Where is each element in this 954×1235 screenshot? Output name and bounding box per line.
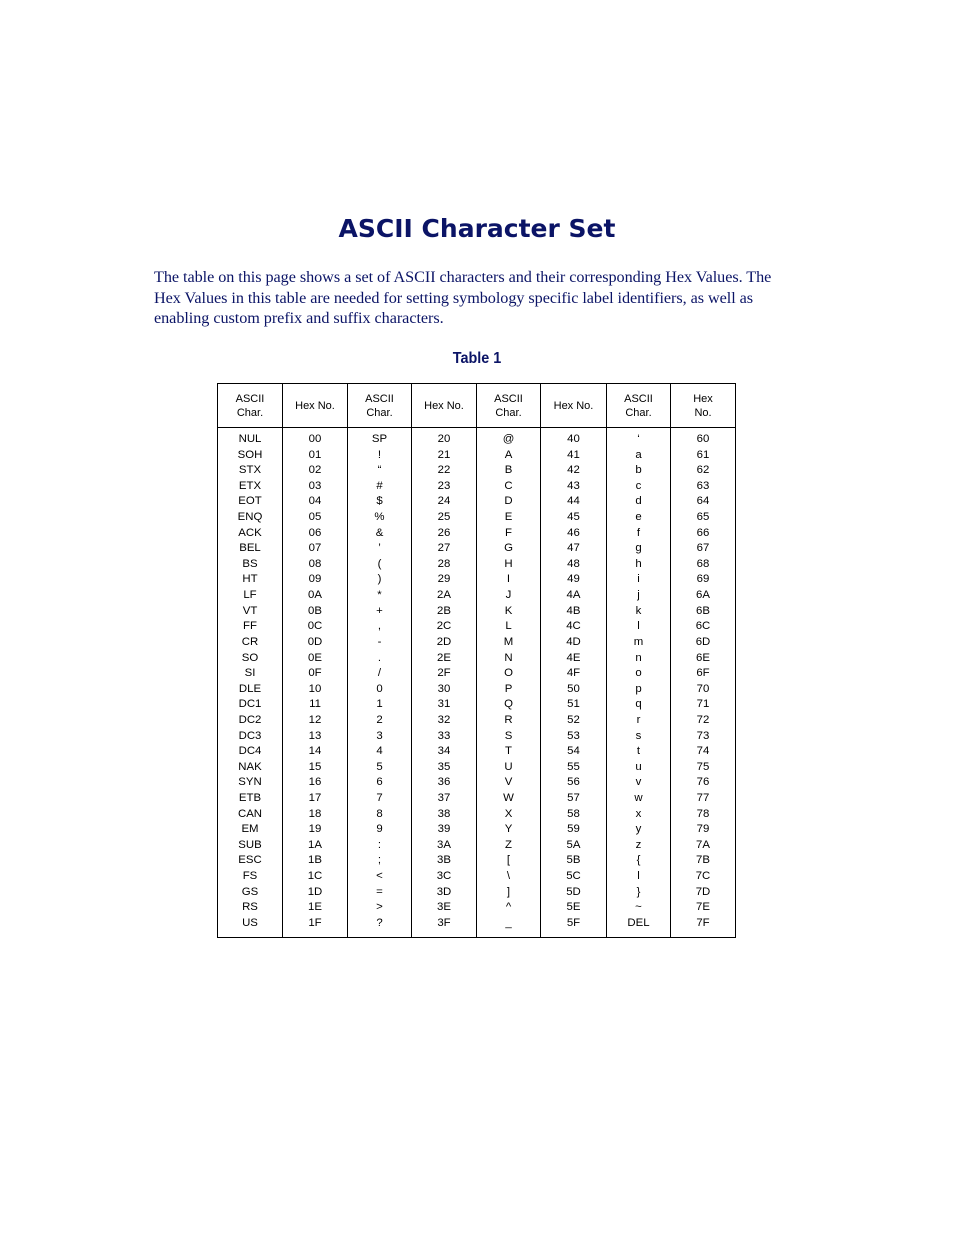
table-cell: 0E bbox=[308, 651, 322, 664]
table-cell: ~ bbox=[635, 901, 642, 914]
table-cell: 1C bbox=[307, 870, 323, 883]
table-cell: 5F bbox=[566, 916, 581, 929]
page-title: ASCII Character Set bbox=[338, 214, 616, 243]
table-cell: 30 bbox=[437, 682, 451, 695]
table-cell: 09 bbox=[308, 573, 322, 586]
table-cell: 6 bbox=[376, 776, 383, 789]
table-cell: 3D bbox=[436, 885, 452, 898]
table-cell: O bbox=[504, 667, 513, 680]
table-cell: DC1 bbox=[238, 698, 262, 711]
table-cell: 7F bbox=[696, 916, 710, 929]
table-cell: 0D bbox=[307, 635, 323, 648]
table-cell: 16 bbox=[308, 776, 322, 789]
table-cell: v bbox=[635, 776, 642, 789]
table-cell: 4B bbox=[566, 604, 581, 617]
table-cell: 1A bbox=[308, 838, 322, 851]
table-cell: 54 bbox=[567, 745, 580, 758]
table-cell: 69 bbox=[696, 573, 710, 586]
table-cell: + bbox=[376, 604, 383, 617]
table-cell: 56 bbox=[567, 776, 580, 789]
table-cell: e bbox=[635, 511, 642, 524]
table-cell: 38 bbox=[437, 807, 451, 820]
table-cell: 6B bbox=[696, 604, 710, 617]
table-cell: 57 bbox=[567, 792, 580, 805]
table-cell: - bbox=[377, 635, 382, 648]
table-cell: T bbox=[505, 745, 512, 758]
table-cell: L bbox=[505, 620, 512, 633]
table-cell: 75 bbox=[696, 760, 710, 773]
table-cell: 12 bbox=[308, 713, 322, 726]
table-cell: d bbox=[635, 495, 642, 508]
table-cell: / bbox=[377, 667, 382, 680]
table-cell: 06 bbox=[308, 526, 322, 539]
table-cell: V bbox=[504, 776, 513, 789]
table-cell: P bbox=[504, 682, 513, 695]
table-cell: ETX bbox=[238, 479, 262, 492]
column-header: ASCII Char. bbox=[477, 384, 541, 428]
table-cell: 3E bbox=[437, 901, 451, 914]
table-cell: 49 bbox=[567, 573, 580, 586]
column-header: ASCII Char. bbox=[348, 384, 412, 428]
table-cell: HT bbox=[242, 573, 258, 586]
table-cell: ^ bbox=[505, 901, 512, 914]
table-cell: EM bbox=[241, 823, 259, 836]
table-cell: 6F bbox=[696, 667, 710, 680]
table-cell: 46 bbox=[567, 526, 580, 539]
table-cell: } bbox=[636, 885, 641, 898]
table-cell: 43 bbox=[567, 479, 580, 492]
table-cell: 1B bbox=[308, 854, 322, 867]
table-cell: STX bbox=[238, 464, 262, 477]
table-cell: 78 bbox=[696, 807, 710, 820]
table-cell: 2C bbox=[436, 620, 452, 633]
table-cell: 2F bbox=[437, 667, 451, 680]
table-cell: 29 bbox=[437, 573, 451, 586]
table-cell: 5 bbox=[376, 760, 383, 773]
table-cell: NAK bbox=[238, 760, 262, 773]
table-cell: 58 bbox=[567, 807, 580, 820]
table-cell: 21 bbox=[437, 448, 451, 461]
table-cell: DEL bbox=[627, 916, 650, 929]
table-cell: 13 bbox=[308, 729, 322, 742]
table-cell: J bbox=[505, 589, 512, 602]
table-cell: 7B bbox=[696, 854, 710, 867]
table-cell: 79 bbox=[696, 823, 710, 836]
table-cell: ? bbox=[376, 916, 383, 929]
table-cell: SUB bbox=[238, 838, 262, 851]
table-cell: SO bbox=[241, 651, 259, 664]
table-cell: M bbox=[503, 635, 514, 648]
table-column bbox=[283, 428, 348, 937]
column-header: Hex No. bbox=[412, 384, 477, 428]
table-cell: 65 bbox=[696, 511, 710, 524]
table-cell: : bbox=[377, 838, 382, 851]
table-cell: i bbox=[637, 573, 640, 586]
table-column bbox=[218, 428, 283, 937]
table-cell: ‘ bbox=[637, 433, 640, 445]
table-cell: B bbox=[504, 464, 513, 477]
column-header: Hex No. bbox=[283, 384, 348, 428]
table-cell: 4 bbox=[376, 745, 383, 758]
table-cell: 0A bbox=[308, 589, 322, 602]
table-cell: 37 bbox=[437, 792, 451, 805]
table-cell: 3A bbox=[437, 838, 451, 851]
table-cell: a bbox=[635, 448, 642, 461]
table-cell: 76 bbox=[696, 776, 710, 789]
table-cell: 68 bbox=[696, 557, 710, 570]
table-cell: @ bbox=[502, 433, 515, 445]
table-cell: ) bbox=[377, 573, 382, 586]
table-cell: Z bbox=[505, 838, 512, 851]
table-cell: 00 bbox=[308, 433, 322, 445]
table-cell: FS bbox=[242, 870, 258, 883]
table-cell: 67 bbox=[696, 542, 710, 555]
table-cell: 4D bbox=[566, 635, 581, 648]
table-cell: “ bbox=[377, 464, 382, 477]
table-cell: 2E bbox=[437, 651, 451, 664]
table-cell: 25 bbox=[437, 511, 451, 524]
table-cell: f bbox=[636, 526, 641, 539]
table-cell: 7 bbox=[376, 792, 383, 805]
table-cell: GS bbox=[241, 885, 259, 898]
table-cell: 48 bbox=[567, 557, 580, 570]
table-cell: ACK bbox=[238, 526, 262, 539]
table-cell: c bbox=[635, 479, 642, 492]
table-cell: 1D bbox=[307, 885, 323, 898]
table-cell: > bbox=[376, 901, 383, 914]
table-cell: DC2 bbox=[238, 713, 262, 726]
table-cell: 02 bbox=[308, 464, 322, 477]
table-cell: g bbox=[635, 542, 642, 555]
table-cell: US bbox=[242, 916, 258, 929]
table-cell: 22 bbox=[437, 464, 451, 477]
table-cell: CAN bbox=[237, 807, 263, 820]
table-column bbox=[671, 428, 735, 937]
table-cell: G bbox=[504, 542, 513, 555]
table-cell: 45 bbox=[567, 511, 580, 524]
table-column bbox=[477, 428, 541, 937]
table-cell: 1E bbox=[308, 901, 322, 914]
table-cell: % bbox=[374, 511, 385, 524]
table-cell: 1 bbox=[376, 698, 383, 711]
table-cell: 59 bbox=[567, 823, 580, 836]
table-column bbox=[607, 428, 671, 937]
table-cell: 41 bbox=[567, 448, 580, 461]
table-cell: Y bbox=[504, 823, 513, 836]
table-cell: 27 bbox=[437, 542, 451, 555]
table-cell: F bbox=[505, 526, 512, 539]
table-cell: k bbox=[635, 604, 642, 617]
table-cell: D bbox=[504, 495, 513, 508]
table-cell: 34 bbox=[437, 745, 451, 758]
table-cell: DC3 bbox=[238, 729, 262, 742]
table-cell: 3F bbox=[437, 916, 451, 929]
table-cell: 10 bbox=[308, 682, 322, 695]
table-cell: 17 bbox=[308, 792, 322, 805]
table-cell: 6C bbox=[695, 620, 711, 633]
table-cell: 77 bbox=[696, 792, 710, 805]
table-cell: 51 bbox=[567, 698, 580, 711]
table-cell: 20 bbox=[437, 433, 451, 445]
table-cell: o bbox=[635, 667, 642, 680]
table-cell: I bbox=[506, 573, 511, 586]
column-header: Hex No. bbox=[671, 384, 735, 428]
table-column bbox=[348, 428, 412, 937]
table-cell: Q bbox=[504, 698, 513, 711]
table-cell: 28 bbox=[437, 557, 451, 570]
table-cell: \ bbox=[506, 870, 511, 883]
table-cell: 5A bbox=[566, 838, 581, 851]
table-cell: 73 bbox=[696, 729, 710, 742]
table-cell: 63 bbox=[696, 479, 710, 492]
table-cell: ETB bbox=[238, 792, 262, 805]
table-cell: 4E bbox=[566, 651, 581, 664]
table-caption: Table 1 bbox=[452, 350, 502, 367]
table-cell: 7C bbox=[695, 870, 711, 883]
table-cell: 7E bbox=[696, 901, 710, 914]
table-cell: 61 bbox=[696, 448, 710, 461]
table-cell: 31 bbox=[437, 698, 451, 711]
table-cell: 64 bbox=[696, 495, 710, 508]
table-column bbox=[541, 428, 607, 937]
intro-line: Hex Values in this table are needed for setting symbology specific label identifiers, as well as bbox=[154, 288, 754, 307]
table-cell: _ bbox=[505, 916, 512, 929]
table-cell: < bbox=[376, 870, 383, 883]
table-cell: 44 bbox=[567, 495, 580, 508]
table-cell: ESC bbox=[238, 854, 262, 867]
table-cell: H bbox=[504, 557, 513, 570]
table-cell: A bbox=[504, 448, 513, 461]
table-cell: * bbox=[377, 589, 382, 602]
table-cell: w bbox=[634, 792, 643, 805]
table-cell: = bbox=[376, 885, 383, 898]
table-cell: 26 bbox=[437, 526, 451, 539]
table-cell: 0C bbox=[307, 620, 323, 633]
table-cell: VT bbox=[242, 604, 258, 617]
table-cell: ’ bbox=[378, 542, 381, 555]
table-cell: 66 bbox=[696, 526, 710, 539]
table-cell: s bbox=[635, 729, 642, 742]
table-cell: 3C bbox=[436, 870, 452, 883]
table-cell: 33 bbox=[437, 729, 451, 742]
table-cell: DLE bbox=[238, 682, 262, 695]
table-cell: 52 bbox=[567, 713, 580, 726]
table-cell: 60 bbox=[696, 433, 710, 445]
table-cell: u bbox=[635, 760, 642, 773]
table-cell: z bbox=[635, 838, 642, 851]
table-cell: 42 bbox=[567, 464, 580, 477]
table-cell: 24 bbox=[437, 495, 451, 508]
table-cell: 2B bbox=[437, 604, 451, 617]
table-cell: SOH bbox=[237, 448, 263, 461]
table-cell: 0 bbox=[376, 682, 383, 695]
table-cell: 3 bbox=[376, 729, 383, 742]
table-cell: 6E bbox=[696, 651, 710, 664]
table-cell: N bbox=[504, 651, 513, 664]
table-cell: 1F bbox=[308, 916, 322, 929]
table-cell: x bbox=[635, 807, 642, 820]
table-cell: l bbox=[637, 870, 640, 883]
table-cell: SP bbox=[371, 433, 388, 445]
table-cell: ENQ bbox=[237, 511, 263, 524]
table-cell: # bbox=[376, 479, 383, 492]
table-cell: 40 bbox=[567, 433, 580, 445]
table-cell: 62 bbox=[696, 464, 710, 477]
table-cell: 4F bbox=[566, 667, 581, 680]
table-cell: m bbox=[633, 635, 644, 648]
table-cell: r bbox=[636, 713, 641, 726]
table-cell: FF bbox=[243, 620, 257, 633]
table-cell: 08 bbox=[308, 557, 322, 570]
table-cell: 07 bbox=[308, 542, 322, 555]
table-cell: 03 bbox=[308, 479, 322, 492]
table-cell: 04 bbox=[308, 495, 322, 508]
ascii-table bbox=[217, 383, 736, 938]
table-cell: ; bbox=[377, 854, 382, 867]
table-cell: 39 bbox=[437, 823, 451, 836]
table-cell: h bbox=[635, 557, 642, 570]
table-cell: b bbox=[635, 464, 642, 477]
column-header: ASCII Char. bbox=[218, 384, 283, 428]
table-cell: [ bbox=[506, 854, 511, 867]
table-cell: 5D bbox=[566, 885, 581, 898]
table-cell: ] bbox=[506, 885, 511, 898]
table-cell: 2 bbox=[376, 713, 383, 726]
table-cell: 23 bbox=[437, 479, 451, 492]
table-cell: W bbox=[503, 792, 514, 805]
table-cell: 35 bbox=[437, 760, 451, 773]
table-cell: DC4 bbox=[238, 745, 262, 758]
column-header: ASCII Char. bbox=[607, 384, 671, 428]
table-cell: C bbox=[504, 479, 513, 492]
table-cell: 5B bbox=[566, 854, 581, 867]
table-cell: 7D bbox=[695, 885, 711, 898]
table-cell: SI bbox=[244, 667, 256, 680]
table-cell: 8 bbox=[376, 807, 383, 820]
table-cell: 50 bbox=[567, 682, 580, 695]
table-cell: R bbox=[504, 713, 513, 726]
table-cell: X bbox=[504, 807, 513, 820]
table-cell: 72 bbox=[696, 713, 710, 726]
table-cell: K bbox=[504, 604, 513, 617]
table-cell: 15 bbox=[308, 760, 322, 773]
intro-paragraph bbox=[154, 267, 814, 329]
table-cell: 6D bbox=[695, 635, 711, 648]
table-cell: p bbox=[635, 682, 642, 695]
table-cell: { bbox=[636, 854, 641, 867]
table-cell: 53 bbox=[567, 729, 580, 742]
table-cell: , bbox=[377, 620, 382, 633]
table-cell: BEL bbox=[239, 542, 261, 555]
table-cell: E bbox=[504, 511, 513, 524]
table-cell: 9 bbox=[376, 823, 383, 836]
table-cell: l bbox=[637, 620, 640, 633]
table-cell: 01 bbox=[308, 448, 322, 461]
table-cell: t bbox=[636, 745, 641, 758]
table-cell: SYN bbox=[238, 776, 262, 789]
table-cell: NUL bbox=[238, 433, 262, 445]
table-cell: 74 bbox=[696, 745, 710, 758]
table-cell: $ bbox=[376, 495, 383, 508]
table-cell: 55 bbox=[567, 760, 580, 773]
table-cell: 47 bbox=[567, 542, 580, 555]
table-cell: 0F bbox=[308, 667, 322, 680]
table-cell: 19 bbox=[308, 823, 322, 836]
table-cell: 6A bbox=[696, 589, 710, 602]
table-cell: 32 bbox=[437, 713, 451, 726]
table-cell: 5E bbox=[566, 901, 581, 914]
table-cell: 2D bbox=[436, 635, 452, 648]
table-cell: ( bbox=[377, 557, 382, 570]
table-cell: 5C bbox=[566, 870, 581, 883]
table-cell: & bbox=[375, 526, 384, 539]
table-cell: 3B bbox=[437, 854, 451, 867]
table-cell: n bbox=[635, 651, 642, 664]
intro-line: The table on this page shows a set of ASCII characters and their corresponding Hex Values. The bbox=[154, 268, 772, 286]
table-cell: 7A bbox=[696, 838, 710, 851]
table-cell: 4A bbox=[566, 589, 581, 602]
table-cell: . bbox=[377, 651, 382, 664]
column-header: Hex No. bbox=[541, 384, 607, 428]
table-cell: j bbox=[637, 589, 640, 602]
table-cell: 11 bbox=[309, 698, 321, 711]
table-cell: LF bbox=[243, 589, 257, 602]
table-cell: q bbox=[635, 698, 642, 711]
table-cell: 0B bbox=[308, 604, 322, 617]
table-cell: 4C bbox=[566, 620, 581, 633]
table-cell: EOT bbox=[238, 495, 262, 508]
intro-line: enabling custom prefix and suffix characters. bbox=[154, 309, 444, 327]
table-cell: ! bbox=[377, 448, 382, 461]
table-cell: S bbox=[504, 729, 513, 742]
table-cell: U bbox=[504, 760, 513, 773]
table-cell: 2A bbox=[437, 589, 451, 602]
table-cell: y bbox=[635, 823, 642, 836]
table-cell: 36 bbox=[437, 776, 451, 789]
table-cell: 05 bbox=[308, 511, 322, 524]
table-cell: RS bbox=[242, 901, 258, 914]
table-cell: 70 bbox=[696, 682, 710, 695]
table-cell: 14 bbox=[308, 745, 322, 758]
table-column bbox=[412, 428, 477, 937]
table-cell: 18 bbox=[308, 807, 322, 820]
table-cell: BS bbox=[242, 557, 258, 570]
table-cell: CR bbox=[241, 635, 259, 648]
table-cell: 71 bbox=[696, 698, 710, 711]
